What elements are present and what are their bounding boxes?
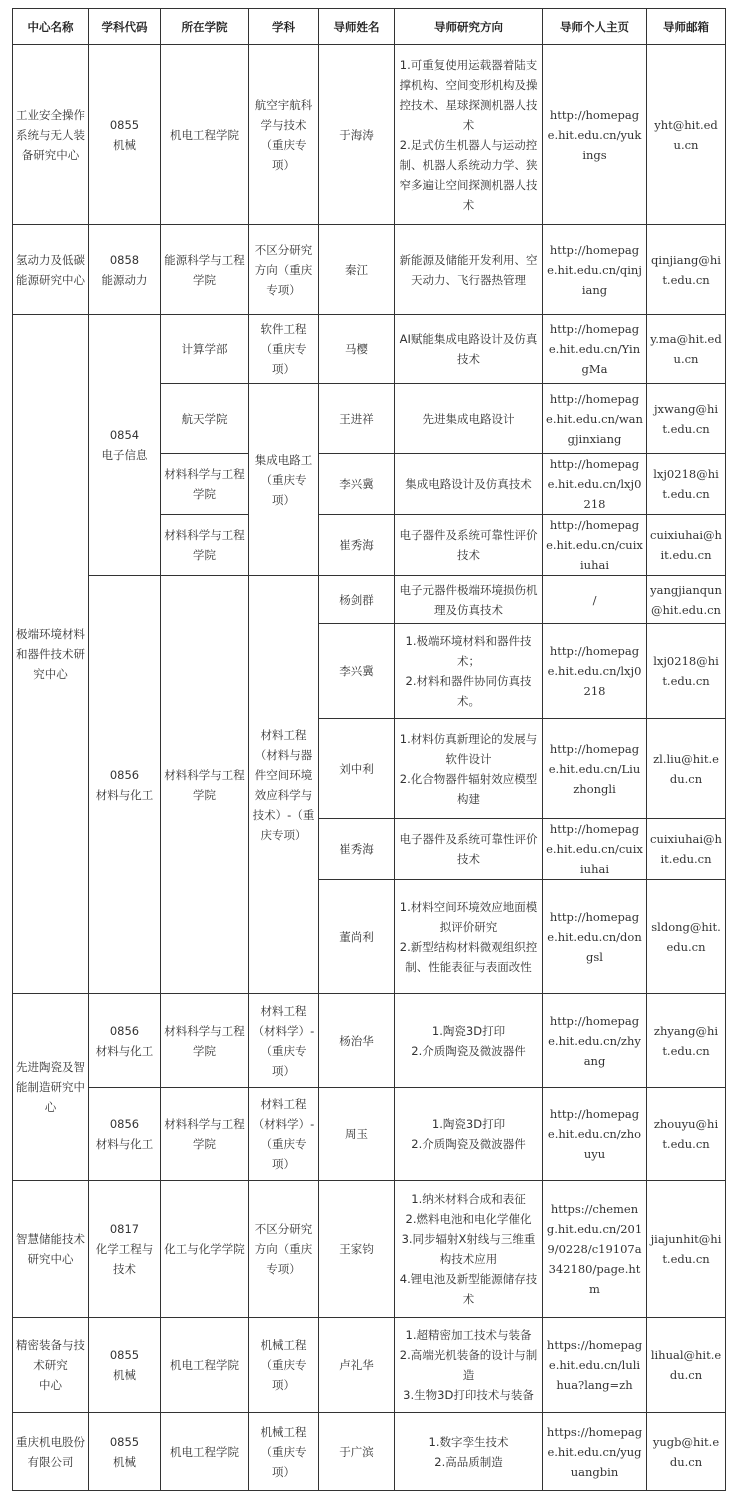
direction-line: 新能源及储能开发利用、空天动力、飞行器热管理: [399, 252, 538, 287]
subject-cell: 机械工程（重庆专项）: [249, 1413, 319, 1491]
supervisor-name: 周玉: [319, 1088, 395, 1181]
email-link[interactable]: zhouyu@hit.edu.cn: [647, 1088, 726, 1181]
homepage-link[interactable]: http://homepage.hit.edu.cn/YingMa: [543, 315, 647, 384]
email-link[interactable]: y.ma@hit.edu.cn: [647, 315, 726, 384]
subject-cell: 软件工程（重庆专项）: [249, 315, 319, 384]
research-direction: [395, 1413, 543, 1491]
direction-line: 1.纳米材料合成和表征: [411, 1192, 526, 1206]
research-direction: [395, 880, 543, 994]
homepage-link[interactable]: http://homepage.hit.edu.cn/dongsl: [543, 880, 647, 994]
research-direction: [395, 1318, 543, 1413]
email-link[interactable]: yangjianqun@hit.edu.cn: [647, 576, 726, 624]
direction-line: 1.可重复使用运载器着陆支撑机构、空间变形机构及操控技术、星球探测机器人技术: [399, 57, 538, 132]
direction-line: 4.锂电池及新型能源储存技术: [399, 1272, 538, 1306]
college-cell: 材料科学与工程学院: [161, 1088, 249, 1181]
homepage-link: /: [543, 576, 647, 624]
email-link[interactable]: lxj0218@hit.edu.cn: [647, 454, 726, 515]
email-link[interactable]: lihual@hit.edu.cn: [647, 1318, 726, 1413]
code-cell: 0854 电子信息: [89, 315, 161, 576]
subject-cell: 不区分研究方向（重庆专项）: [249, 1181, 319, 1318]
code-cell: 0856 材料与化工: [89, 994, 161, 1088]
homepage-link[interactable]: https://homepage.hit.edu.cn/yuguangbin: [543, 1413, 647, 1491]
email-link[interactable]: zl.liu@hit.edu.cn: [647, 719, 726, 819]
subject-cell: 机械工程（重庆专项）: [249, 1318, 319, 1413]
code-cell: 0856 材料与化工: [89, 576, 161, 994]
direction-line: 2.介质陶瓷及微波器件: [411, 1043, 526, 1058]
research-direction: [395, 719, 543, 819]
homepage-link[interactable]: http://homepage.hit.edu.cn/cuixiuhai: [543, 515, 647, 576]
table-row: [13, 225, 726, 315]
direction-line: 1.材料空间环境效应地面模拟评价研究: [399, 899, 538, 934]
direction-line: 2.材料和器件协同仿真技术。: [405, 674, 532, 708]
center-cell: 极端环境材料和器件技术研究中心: [13, 315, 89, 994]
direction-line: 电子元器件极端环境损伤机理及仿真技术: [399, 582, 538, 617]
table-row: [13, 1318, 726, 1413]
college-cell: 航天学院: [161, 384, 249, 454]
center-cell: 精密装备与技术研究 中心: [13, 1318, 89, 1413]
header-subject: 学科: [249, 9, 319, 45]
center-cell: 智慧储能技术研究中心: [13, 1181, 89, 1318]
supervisor-name: 秦江: [319, 225, 395, 315]
supervisor-name: 王家钧: [319, 1181, 395, 1318]
research-direction: [395, 515, 543, 576]
research-direction: [395, 1181, 543, 1318]
supervisor-name: 于海涛: [319, 45, 395, 225]
research-direction: [395, 384, 543, 454]
email-link[interactable]: sldong@hit.edu.cn: [647, 880, 726, 994]
college-cell: 化工与化学学院: [161, 1181, 249, 1318]
direction-line: 1.数字孪生技术: [428, 1434, 509, 1449]
direction-line: AI赋能集成电路设计及仿真技术: [399, 332, 538, 366]
supervisor-name: 杨剑群: [319, 576, 395, 624]
table-row: [13, 1413, 726, 1491]
header-row: [13, 9, 726, 45]
direction-line: 2.高品质制造: [434, 1454, 503, 1469]
table-row: [13, 1181, 726, 1318]
research-direction: [395, 624, 543, 719]
homepage-link[interactable]: https://homepage.hit.edu.cn/lulihua?lang=zh: [543, 1318, 647, 1413]
direction-line: 3.生物3D打印技术与装备: [403, 1388, 534, 1402]
email-link[interactable]: jiajunhit@hit.edu.cn: [647, 1181, 726, 1318]
table-row: [13, 576, 726, 624]
header-name: 导师姓名: [319, 9, 395, 45]
center-cell: 工业安全操作系统与无人装备研究中心: [13, 45, 89, 225]
code-cell: 0855 机械: [89, 1318, 161, 1413]
homepage-link[interactable]: http://homepage.hit.edu.cn/lxj0218: [543, 624, 647, 719]
direction-line: 先进集成电路设计: [422, 411, 515, 426]
direction-line: 2.新型结构材料微观组织控制、性能表征与表面改性: [399, 939, 538, 974]
code-cell: 0855 机械: [89, 1413, 161, 1491]
direction-line: 2.介质陶瓷及微波器件: [411, 1137, 526, 1151]
supervisor-name: 董尚利: [319, 880, 395, 994]
college-cell: 机电工程学院: [161, 1318, 249, 1413]
direction-line: 1.陶瓷3D打印: [431, 1023, 506, 1038]
email-link[interactable]: cuixiuhai@hit.edu.cn: [647, 515, 726, 576]
direction-line: 3.同步辐射X射线与三维重构技术应用: [401, 1232, 536, 1266]
supervisor-name: 刘中利: [319, 719, 395, 819]
subject-cell: 材料工程（材料与器件空间环境效应科学与技术）-（重庆专项）: [249, 576, 319, 994]
research-direction: [395, 454, 543, 515]
direction-line: 电子器件及系统可靠性评价技术: [399, 832, 538, 866]
subject-cell: 材料工程（材料学）-（重庆专项）: [249, 1088, 319, 1181]
header-center: 中心名称: [13, 9, 89, 45]
code-cell: 0856 材料与化工: [89, 1088, 161, 1181]
code-cell: 0855 机械: [89, 45, 161, 225]
supervisor-name: 于广滨: [319, 1413, 395, 1491]
research-direction: [395, 994, 543, 1088]
college-cell: 机电工程学院: [161, 45, 249, 225]
college-cell: 材料科学与工程学院: [161, 576, 249, 994]
homepage-link[interactable]: http://homepage.hit.edu.cn/zhouyu: [543, 1088, 647, 1181]
college-cell: 能源科学与工程学院: [161, 225, 249, 315]
supervisor-name: 李兴冀: [319, 454, 395, 515]
email-link[interactable]: yugb@hit.edu.cn: [647, 1413, 726, 1491]
direction-line: 2.足式仿生机器人与运动控制、机器人系统动力学、狭窄多遍让空间探测机器人技术: [399, 137, 538, 212]
direction-line: 2.高端光机装备的设计与制造: [399, 1348, 538, 1382]
supervisor-table: [12, 8, 726, 1491]
research-direction: [395, 1088, 543, 1181]
subject-cell: 材料工程（材料学）-（重庆专项）: [249, 994, 319, 1088]
center-cell: 先进陶瓷及智能制造研究中心: [13, 994, 89, 1181]
homepage-link[interactable]: http://homepage.hit.edu.cn/wangjinxiang: [543, 384, 647, 454]
email-link[interactable]: jxwang@hit.edu.cn: [647, 384, 726, 454]
supervisor-name: 王进祥: [319, 384, 395, 454]
email-link[interactable]: lxj0218@hit.edu.cn: [647, 624, 726, 719]
code-cell: 0858 能源动力: [89, 225, 161, 315]
direction-line: 1.极端环境材料和器件技术；: [405, 634, 532, 668]
homepage-link[interactable]: https://chemeng.hit.edu.cn/2019/0228/c19107a342180/page.htm: [543, 1181, 647, 1318]
college-cell: 计算学部: [161, 315, 249, 384]
center-cell: 氢动力及低碳能源研究中心: [13, 225, 89, 315]
direction-line: 2.化合物器件辐射效应模型构建: [399, 771, 538, 806]
supervisor-name: 杨治华: [319, 994, 395, 1088]
research-direction: [395, 819, 543, 880]
college-cell: 材料科学与工程学院: [161, 454, 249, 515]
header-college: 所在学院: [161, 9, 249, 45]
email-link[interactable]: qinjiang@hit.edu.cn: [647, 225, 726, 315]
header-email: 导师邮箱: [647, 9, 726, 45]
supervisor-name: 卢礼华: [319, 1318, 395, 1413]
header-direction: 导师研究方向: [395, 9, 543, 45]
research-direction: [395, 225, 543, 315]
direction-line: 集成电路设计及仿真技术: [405, 477, 532, 491]
subject-cell: 航空宇航科学与技术（重庆专项）: [249, 45, 319, 225]
research-direction: [395, 315, 543, 384]
email-link[interactable]: cuixiuhai@hit.edu.cn: [647, 819, 726, 880]
table-row: [13, 1088, 726, 1181]
email-link[interactable]: yht@hit.edu.cn: [647, 45, 726, 225]
direction-line: 2.燃料电池和电化学催化: [405, 1212, 532, 1226]
code-cell: 0817 化学工程与技术: [89, 1181, 161, 1318]
college-cell: 材料科学与工程学院: [161, 994, 249, 1088]
homepage-link[interactable]: http://homepage.hit.edu.cn/cuixiuhai: [543, 819, 647, 880]
supervisor-name: 崔秀海: [319, 515, 395, 576]
homepage-link[interactable]: http://homepage.hit.edu.cn/Liuzhongli: [543, 719, 647, 819]
direction-line: 1.材料仿真新理论的发展与软件设计: [399, 731, 538, 766]
college-cell: 机电工程学院: [161, 1413, 249, 1491]
supervisor-name: 马樱: [319, 315, 395, 384]
homepage-link[interactable]: http://homepage.hit.edu.cn/qinjiang: [543, 225, 647, 315]
direction-line: 1.超精密加工技术与装备: [405, 1328, 532, 1342]
homepage-link[interactable]: http://homepage.hit.edu.cn/yukings: [543, 45, 647, 225]
email-link[interactable]: zhyang@hit.edu.cn: [647, 994, 726, 1088]
supervisor-name: 李兴冀: [319, 624, 395, 719]
research-direction: [395, 45, 543, 225]
college-cell: 材料科学与工程学院: [161, 515, 249, 576]
table-row: [13, 315, 726, 384]
center-cell: 重庆机电股份有限公司: [13, 1413, 89, 1491]
subject-cell: 集成电路工（重庆专项）: [249, 384, 319, 576]
header-homepage: 导师个人主页: [543, 9, 647, 45]
direction-line: 电子器件及系统可靠性评价技术: [399, 528, 538, 562]
table-row: [13, 45, 726, 225]
direction-line: 1.陶瓷3D打印: [431, 1117, 506, 1131]
subject-cell: 不区分研究方向（重庆专项）: [249, 225, 319, 315]
homepage-link[interactable]: http://homepage.hit.edu.cn/zhyang: [543, 994, 647, 1088]
supervisor-name: 崔秀海: [319, 819, 395, 880]
header-code: 学科代码: [89, 9, 161, 45]
table-row: [13, 994, 726, 1088]
research-direction: [395, 576, 543, 624]
homepage-link[interactable]: http://homepage.hit.edu.cn/lxj0218: [543, 454, 647, 515]
